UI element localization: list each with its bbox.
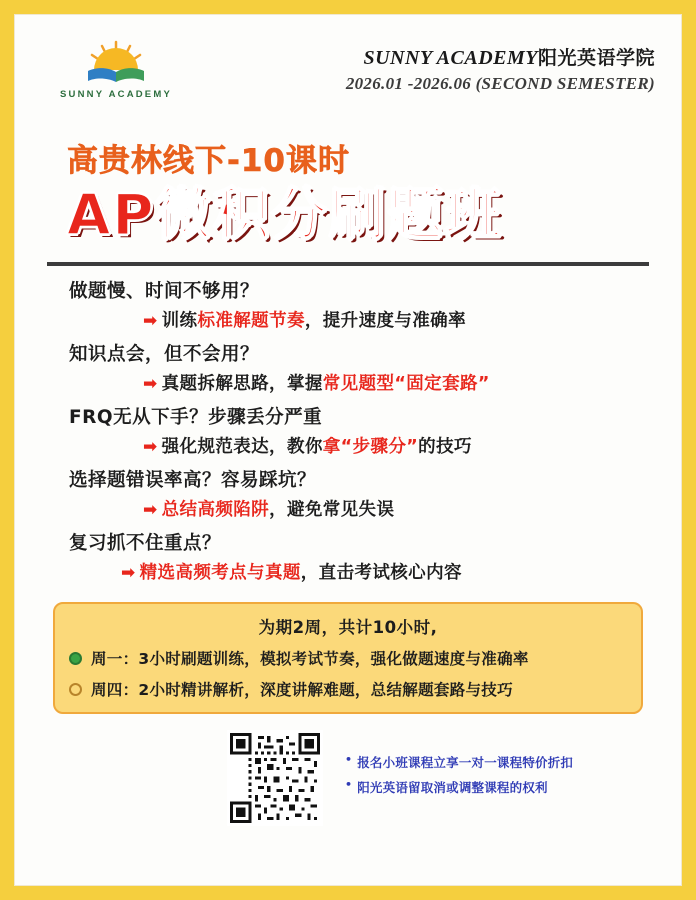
schedule-row-text: 周一：3小时刷题训练，模拟考试节奏，强化做题速度与准确率 bbox=[91, 650, 529, 669]
bullet-icon: • bbox=[345, 753, 353, 767]
header bbox=[41, 35, 655, 113]
answer-post: ，避免常见失误 bbox=[269, 499, 395, 520]
point-question: 做题慢、时间不够用？ bbox=[69, 281, 260, 303]
point-answer bbox=[69, 374, 645, 396]
footer-note-text: 报名小班课程立享一对一课程特价折扣 bbox=[357, 755, 574, 771]
qr-code[interactable] bbox=[227, 730, 323, 826]
answer-pre: 训练 bbox=[161, 310, 198, 331]
answer-post: 的技巧 bbox=[418, 436, 472, 457]
selling-points bbox=[41, 280, 655, 584]
schedule-row-monday bbox=[69, 647, 627, 669]
point-answer bbox=[69, 500, 645, 522]
point-answer bbox=[69, 437, 645, 459]
answer-highlight: 标准解题节奏 bbox=[197, 310, 305, 331]
poster-inner bbox=[14, 14, 682, 886]
logo bbox=[41, 35, 191, 100]
bullet-icon: • bbox=[345, 778, 353, 792]
footer bbox=[41, 730, 655, 826]
arrow-icon: ➡ bbox=[143, 310, 158, 331]
course-subtitle: 高贵林线下-10课时 bbox=[67, 143, 351, 179]
divider bbox=[47, 262, 649, 266]
arrow-icon: ➡ bbox=[143, 373, 158, 394]
sun-book-logo-icon bbox=[64, 39, 168, 87]
term-line: 2026.01 -2026.06 (SECOND SEMESTER) bbox=[345, 74, 655, 93]
arrow-icon: ➡ bbox=[121, 562, 136, 583]
logo-text: SUNNY ACADEMY bbox=[60, 89, 172, 100]
header-right bbox=[191, 35, 655, 94]
answer-post: ，直击考试核心内容 bbox=[300, 562, 462, 583]
schedule-title: 为期2周，共计10小时, bbox=[258, 618, 438, 638]
answer-highlight: 常见题型“固定套路” bbox=[322, 373, 490, 394]
point-question: 选择题错误率高？容易踩坑？ bbox=[69, 470, 317, 492]
answer-highlight: 拿“步骤分” bbox=[322, 436, 419, 457]
schedule-row-thursday bbox=[69, 678, 627, 700]
footer-notes bbox=[345, 753, 573, 803]
point-question: FRQ无从下手？步骤丢分严重 bbox=[69, 407, 323, 429]
point-question: 知识点会，但不会用？ bbox=[69, 344, 260, 366]
arrow-icon: ➡ bbox=[143, 499, 158, 520]
answer-highlight: 精选高频考点与真题 bbox=[139, 562, 301, 583]
arrow-icon: ➡ bbox=[143, 436, 158, 457]
brand-title-cn: 阳光英语学院 bbox=[537, 47, 655, 69]
bullet-dot-icon bbox=[69, 652, 82, 665]
answer-pre: 强化规范表达，教你 bbox=[161, 436, 323, 457]
brand-title bbox=[191, 43, 655, 70]
footer-note bbox=[345, 778, 573, 796]
bullet-dot-icon bbox=[69, 683, 82, 696]
title-block bbox=[41, 135, 655, 246]
point-question: 复习抓不住重点？ bbox=[69, 533, 222, 555]
point-answer bbox=[69, 563, 645, 585]
schedule-box bbox=[53, 602, 643, 714]
schedule-row-text: 周四：2小时精讲解析，深度讲解难题，总结解题套路与技巧 bbox=[91, 681, 513, 700]
brand-title-en: SUNNY ACADEMY bbox=[363, 47, 538, 69]
footer-note bbox=[345, 753, 573, 771]
course-title: AP微积分刷题班 bbox=[67, 183, 504, 248]
answer-highlight: 总结高频陷阱 bbox=[161, 499, 270, 520]
point-answer bbox=[69, 311, 645, 333]
footer-note-text: 阳光英语留取消或调整课程的权利 bbox=[357, 780, 548, 796]
answer-pre: 真题拆解思路，掌握 bbox=[161, 373, 323, 394]
answer-post: ，提升速度与准确率 bbox=[304, 310, 466, 331]
